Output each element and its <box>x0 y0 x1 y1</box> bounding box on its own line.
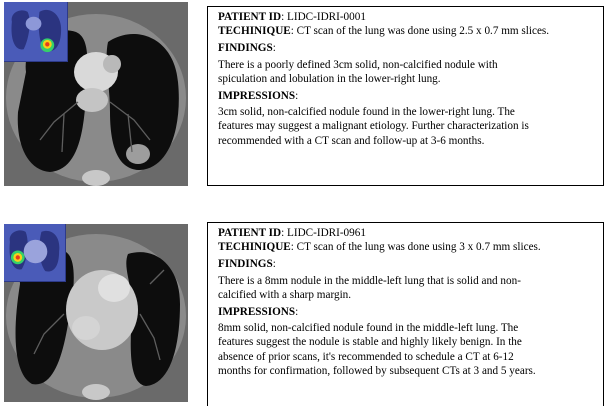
case-report <box>207 222 604 406</box>
patient-id-line: PATIENT ID: LIDC-IDRI-0001 <box>218 11 366 23</box>
findings-heading: FINDINGS: <box>218 42 276 55</box>
patient-id-value: LIDC-IDRI-0001 <box>287 11 366 23</box>
technique-label: TECHINIQUE <box>218 25 291 38</box>
patient-id-label: PATIENT ID <box>218 227 282 239</box>
impressions-label: IMPRESSIONS <box>218 306 296 319</box>
technique-line: TECHINIQUE: CT scan of the lung was done using 2.5 x 0.7 mm slices. <box>218 25 550 38</box>
impressions-text-line: months for confirmation, followed by subsequent CTs at 3 and 5 years. <box>218 364 536 377</box>
patient-id-label: PATIENT ID <box>218 11 282 23</box>
technique-text: CT scan of the lung was done using 2.5 x 0.7 mm slices. <box>296 25 550 38</box>
case-1 <box>0 0 609 190</box>
impressions-heading: IMPRESSIONS: <box>218 306 299 319</box>
heatmap-graphic <box>4 2 67 61</box>
impressions-label: IMPRESSIONS <box>218 90 296 103</box>
impressions-text-line: features suggest the nodule is stable and highly likely benign. In the <box>218 336 522 349</box>
findings-label: FINDINGS <box>218 258 273 271</box>
patient-id-value: LIDC-IDRI-0961 <box>287 227 366 239</box>
heatmap-inset <box>4 2 68 62</box>
impressions-text-line: recommended with a CT scan and follow-up at 3-6 months. <box>218 134 485 147</box>
technique-line: TECHINIQUE: CT scan of the lung was done using 3 x 0.7 mm slices. <box>218 241 541 254</box>
impressions-text-line: 8mm solid, non-calcified nodule found in the middle-left lung. The <box>218 322 519 335</box>
technique-label: TECHINIQUE <box>218 241 291 254</box>
findings-text-line: There is a poorly defined 3cm solid, non-calcified nodule with <box>218 58 498 71</box>
findings-text-line: There is a 8mm nodule in the middle-left lung that is solid and non- <box>218 274 521 287</box>
patient-id-line: PATIENT ID: LIDC-IDRI-0961 <box>218 227 366 239</box>
impressions-text-line: features may suggest a malignant etiology. Further characterization is <box>218 120 529 133</box>
case-report <box>207 6 604 186</box>
findings-text-line: spiculation and lobulation in the lower-right lung. <box>218 72 441 85</box>
findings-text-line: calcified with a sharp margin. <box>218 288 352 301</box>
findings-heading: FINDINGS: <box>218 258 276 271</box>
ct-scan-image <box>4 2 188 186</box>
case-2 <box>0 222 609 406</box>
technique-text: CT scan of the lung was done using 3 x 0.7 mm slices. <box>296 241 541 254</box>
impressions-text-line: 3cm solid, non-calcified nodule found in the lower-right lung. The <box>218 106 515 119</box>
impressions-heading: IMPRESSIONS: <box>218 90 299 103</box>
impressions-text-line: absence of prior scans, it's recommended to schedule a CT at 6-12 <box>218 350 514 363</box>
heatmap-inset <box>4 224 66 282</box>
ct-scan-image <box>4 224 188 402</box>
findings-label: FINDINGS <box>218 42 273 55</box>
heatmap-graphic <box>4 224 65 281</box>
